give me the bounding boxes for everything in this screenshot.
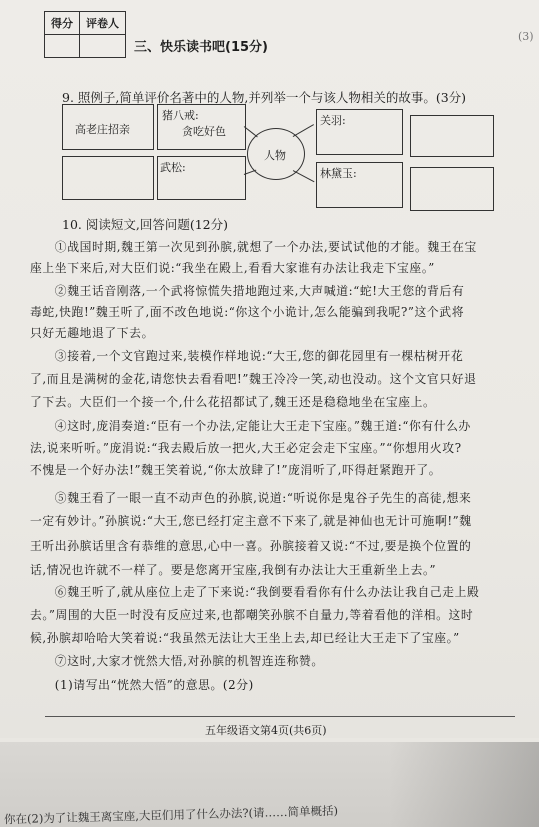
passage-line: ④这时,庞涓奏道:“臣有一个办法,定能让大王走下宝座。”魏王道:“你有什么办 <box>30 419 471 433</box>
left-top-char: 猪八戒: <box>162 109 199 122</box>
box-left-bottom-story[interactable] <box>62 156 154 200</box>
right-bottom-char: 林黛玉: <box>320 167 357 180</box>
center-label: 人物 <box>264 149 286 162</box>
passage-line: 候,孙膑却哈哈大笑着说:“我虽然无法让大王坐上去,却已经让大王走下了宝座。” <box>30 631 460 645</box>
passage-line: 座上坐下来后,对大臣们说:“我坐在殿上,看看大家谁有办法让我走下宝座。” <box>30 261 435 275</box>
passage-line: 只好无趣地退了下去。 <box>30 326 154 340</box>
grader-cell[interactable] <box>80 35 126 58</box>
next-page-question: 你在(2)为了让魏王离宝座,大臣们用了什么办法?(请……简单概括) <box>3 803 339 827</box>
box-left-top-story <box>62 104 154 150</box>
box-right-bottom-story[interactable] <box>410 167 494 211</box>
passage-line: 一定有妙计。”孙膑说:“大王,您已经打定主意不下来了,就是神仙也无计可施啊!”魏 <box>30 514 472 528</box>
passage-line: ⑤魏王看了一眼一直不动声色的孙膑,说道:“听说你是鬼谷子先生的高徒,想来 <box>30 491 472 505</box>
passage-line: 去。”周围的大臣一时没有反应过来,也都嘲笑孙膑不自量力,等着看他的洋相。这时 <box>30 608 474 622</box>
passage-line: ⑥魏王听了,就从座位上走了下来说:“我倒要看看你有什么办法让我自己走上殿 <box>30 585 480 599</box>
page-footer: 五年级语文第4页(共6页) <box>205 724 327 737</box>
connector-rb <box>293 170 315 182</box>
page-shadow <box>389 742 539 827</box>
q10-title: 10. 阅读短文,回答问题(12分) <box>62 217 228 232</box>
section-title: 三、快乐读书吧(15分) <box>134 40 268 55</box>
box-left-top-char <box>157 104 246 150</box>
box-right-bottom-char[interactable] <box>316 162 403 208</box>
passage-line: ③接着,一个文官跑过来,装模作样地说:“大王,您的御花园里有一棵枯树开花 <box>30 349 464 363</box>
box-left-bottom-char[interactable] <box>157 156 246 200</box>
passage-line: 话,情况也许就不一样了。要是您离开宝座,我倒有办法让大王重新坐上去。” <box>30 563 437 577</box>
passage-line: 毒蛇,快跑!”魏王听了,面不改色地说:“你这个小诡计,怎么能骗到我呢?”这个武将 <box>30 305 465 319</box>
left-bottom-char: 武松: <box>160 161 186 174</box>
passage-line: ①战国时期,魏王第一次见到孙膑,就想了一个办法,要试试他的才能。魏王在宝 <box>30 240 477 254</box>
right-top-char: 关羽: <box>320 114 346 127</box>
passage-line: 王听出孙膑话里含有恭维的意思,心中一喜。孙膑接着又说:“不过,要是换个位置的 <box>30 539 472 553</box>
passage-line: 法,说来听听。”庞涓说:“我去殿后放一把火,大王必定会走下宝座。”“你想用火攻? <box>30 441 462 455</box>
top-right-fragment: (3) <box>518 30 534 43</box>
box-right-top-story[interactable] <box>410 115 494 157</box>
box-right-top-char[interactable] <box>316 109 403 155</box>
passage-line: (1)请写出“恍然大悟”的意思。(2分) <box>30 678 254 692</box>
score-table <box>44 11 126 58</box>
left-top-story: 高老庄招亲 <box>75 123 130 136</box>
score-label: 得分 <box>45 12 80 35</box>
passage-line: 了,而且是满树的金花,请您快去看看吧!”魏王冷冷一笑,动也没动。这个文官只好退 <box>30 372 477 386</box>
footer-divider <box>45 716 515 717</box>
connector-rt <box>293 124 314 137</box>
passage-line: 不愧是一个好办法!”魏王笑着说,“你太放肆了!”庞涓听了,吓得赶紧跑开了。 <box>30 463 442 477</box>
passage-line: 了下去。大臣们一个接一个,什么花招都试了,魏王还是稳稳地坐在宝座上。 <box>30 395 436 409</box>
passage-line: ⑦这时,大家才恍然大悟,对孙膑的机智连连称赞。 <box>30 654 324 668</box>
left-top-eval: 贪吃好色 <box>182 125 226 138</box>
score-cell[interactable] <box>45 35 80 58</box>
q9-prompt: 9. 照例子,简单评价名著中的人物,并列举一个与该人物相关的故事。(3分) <box>62 90 467 105</box>
passage-line: ②魏王话音刚落,一个武将惊慌失措地跑过来,大声喊道:“蛇!大王您的背后有 <box>30 284 465 298</box>
grader-label: 评卷人 <box>80 12 126 35</box>
